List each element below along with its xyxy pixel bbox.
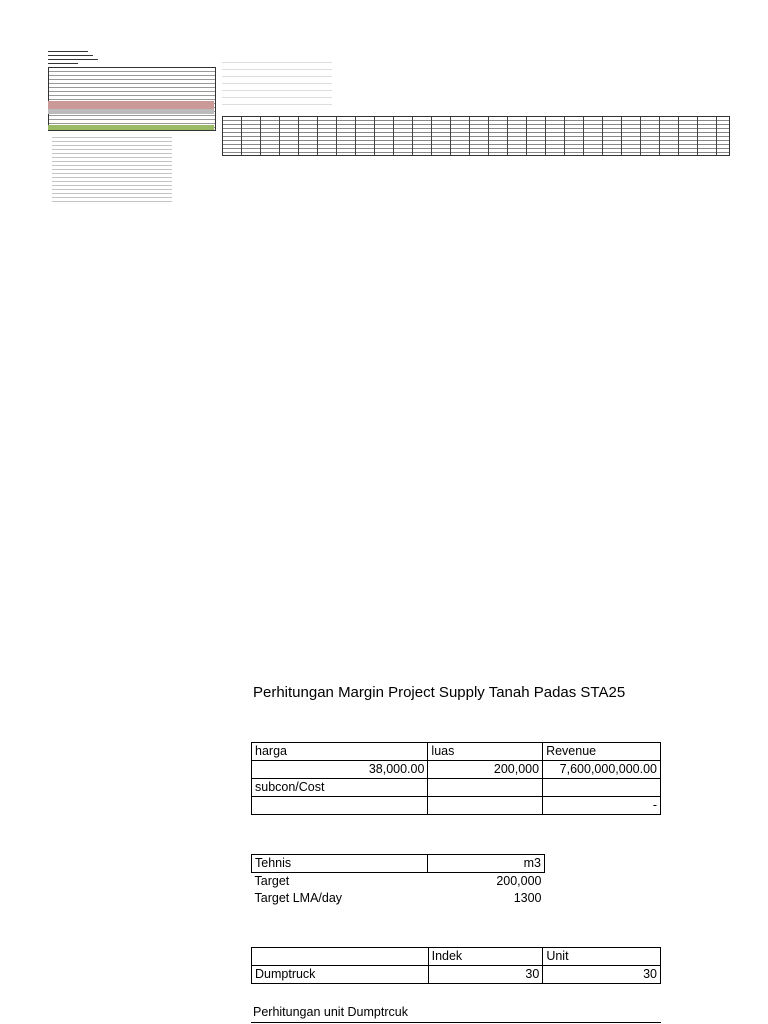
revenue-table xyxy=(251,742,661,815)
subcon-total: - xyxy=(543,797,661,815)
empty-cell xyxy=(252,797,428,815)
table-row xyxy=(252,743,661,761)
tehnis-table xyxy=(251,854,545,907)
table-row xyxy=(252,761,661,779)
tehnis-label: Tehnis xyxy=(252,855,428,873)
dumptruck-label: Dumptruck xyxy=(252,966,429,984)
table-row xyxy=(252,948,661,966)
table-row xyxy=(252,966,661,984)
target-value: 200,000 xyxy=(496,874,542,888)
bottom-heading: Perhitungan unit Dumptrcuk xyxy=(253,1005,408,1019)
empty-cell xyxy=(252,948,429,966)
header-luas: luas xyxy=(428,743,543,761)
header-harga: harga xyxy=(252,743,428,761)
table-row xyxy=(252,873,545,891)
equipment-table xyxy=(251,947,661,984)
target-label: Target xyxy=(254,874,290,888)
dumptruck-unit: 30 xyxy=(543,966,661,984)
table-row xyxy=(252,779,661,797)
empty-cell xyxy=(543,779,661,797)
empty-cell xyxy=(428,779,543,797)
empty-cell xyxy=(428,797,543,815)
page-title: Perhitungan Margin Project Supply Tanah Padas STA25 xyxy=(253,684,626,701)
value-revenue: 7,600,000,000.00 xyxy=(543,761,661,779)
table-row xyxy=(252,797,661,815)
table-row xyxy=(252,890,545,907)
tehnis-unit: m3 xyxy=(428,855,545,873)
divider xyxy=(251,1022,661,1023)
table-row xyxy=(252,855,545,873)
header-indek: Indek xyxy=(428,948,543,966)
dumptruck-indek: 30 xyxy=(428,966,543,984)
subcon-label: subcon/Cost xyxy=(252,779,428,797)
thumbnail-sheet-left xyxy=(47,48,217,198)
header-revenue: Revenue xyxy=(543,743,661,761)
target-day-label: Target LMA/day xyxy=(254,891,343,905)
header-unit: Unit xyxy=(543,948,661,966)
value-luas: 200,000 xyxy=(428,761,543,779)
value-harga: 38,000.00 xyxy=(252,761,428,779)
thumbnail-sheet-right xyxy=(222,56,728,161)
target-day-value: 1300 xyxy=(513,891,542,905)
